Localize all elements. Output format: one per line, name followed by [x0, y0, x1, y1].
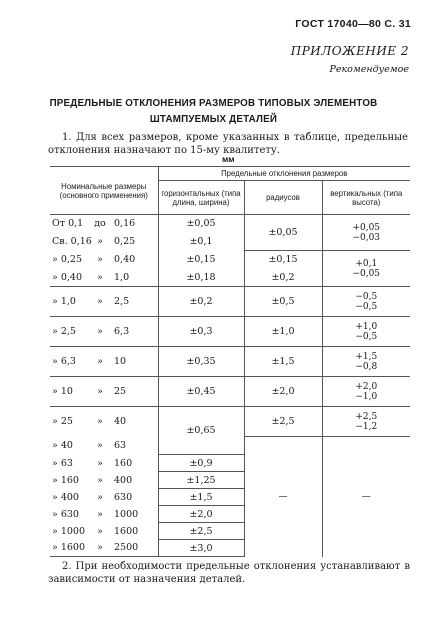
unit-label: мм — [222, 154, 235, 164]
document-title — [0, 96, 427, 128]
appendix-block — [291, 44, 409, 75]
table-row: От 0,1 до 0,16 — [52, 218, 136, 230]
tolerance-table — [50, 166, 410, 557]
cell-horizontal: ±2,5 — [158, 523, 244, 540]
cell-horizontal: ±0,35 — [158, 347, 244, 377]
cell-radius: ±2,5 — [244, 407, 322, 437]
cell-horizontal: ±0,1 — [158, 233, 244, 251]
cell-radius: ±0,5 — [244, 287, 322, 317]
cell-radius: ±2,0 — [244, 377, 322, 407]
table-row: Св. 0,16 » 0,25 — [52, 236, 136, 247]
cell-vertical: +0,05 −0,03 — [322, 215, 410, 251]
appendix-title: ПРИЛОЖЕНИЕ 2 — [290, 44, 409, 58]
cell-vertical: +2,0 −1,0 — [322, 377, 410, 407]
table-row: » 630 » 1000 — [52, 508, 139, 520]
cell-horizontal: ±1,25 — [158, 472, 244, 489]
table-row: » 6,3 » 10 — [50, 347, 158, 377]
cell-horizontal: ±0,18 — [158, 269, 244, 287]
header-group: Предельные отклонения размеров — [158, 167, 410, 181]
table-row: » 160 » 400 — [52, 474, 133, 486]
table-row: » 0,40 » 1,0 — [50, 269, 158, 287]
table-row: » 1000 » 1600 — [52, 525, 139, 537]
table-row: » 1,0 » 2,5 — [50, 287, 158, 317]
cell-horizontal: ±0,3 — [158, 317, 244, 347]
table-row: » 400 » 630 — [52, 491, 133, 503]
cell-radius: ±0,05 — [244, 215, 322, 251]
header-nominal: Номинальные размеры (основного применения) — [50, 167, 158, 215]
table-row: » 0,25 » 0,40 — [52, 254, 136, 265]
cell-vertical: +0,1 −0,05 — [322, 251, 410, 287]
cell-horizontal: ±0,05 — [158, 215, 244, 233]
cell-horizontal: ±1,5 — [158, 489, 244, 506]
cell-vertical: +1,5 −0,8 — [322, 347, 410, 377]
table-row: » 25 » 40 — [52, 416, 127, 428]
table-row: » 2,5 » 6,3 — [50, 317, 158, 347]
paragraph-1: 1. Для всех размеров, кроме указанных в таблице, предельные отклонения назначают по 15-му квалитету. — [48, 132, 408, 156]
cell-horizontal: ±0,65 — [158, 407, 244, 455]
page-header: ГОСТ 17040—80 С. 31 — [295, 18, 411, 30]
cell-horizontal: ±0,45 — [158, 377, 244, 407]
header-radii: радиусов — [244, 181, 322, 215]
cell-radius: ±0,15 — [244, 251, 322, 269]
header-horizontal: горизонтальных (типа длина, ширина) — [158, 181, 244, 215]
table-row: » 40 » 63 — [52, 440, 127, 451]
cell-radius: ±1,5 — [244, 347, 322, 377]
table-row: » 1600 » 2500 — [50, 540, 158, 557]
table-row: » 10 » 25 — [50, 377, 158, 407]
cell-horizontal: ±0,2 — [158, 287, 244, 317]
cell-vertical: +2,5 −1,2 — [322, 407, 410, 437]
table-row: » 63 » 160 — [52, 457, 133, 469]
appendix-subtitle: Рекомендуемое — [329, 64, 409, 75]
cell-vertical: — — [322, 437, 410, 557]
cell-radius: ±0,2 — [244, 269, 322, 287]
cell-vertical: −0,5 −0,5 — [322, 287, 410, 317]
cell-horizontal: ±2,0 — [158, 506, 244, 523]
title-line-2: ШТАМПУЕМЫХ ДЕТАЛЕЙ — [149, 114, 278, 125]
title-line-1: ПРЕДЕЛЬНЫЕ ОТКЛОНЕНИЯ РАЗМЕРОВ ТИПОВЫХ ЭЛЕМЕНТОВ — [49, 98, 378, 109]
cell-horizontal: ±0,9 — [158, 455, 244, 472]
cell-horizontal: ±0,15 — [158, 251, 244, 269]
cell-horizontal: ±3,0 — [158, 540, 244, 557]
cell-radius: — — [244, 437, 322, 557]
header-vertical: вертикальных (типа высота) — [322, 181, 410, 215]
cell-radius: ±1,0 — [244, 317, 322, 347]
paragraph-2: 2. При необходимости предельные отклонения устанавливают в зависимости от назначения деталей. — [48, 561, 410, 585]
cell-vertical: +1,0 −0,5 — [322, 317, 410, 347]
